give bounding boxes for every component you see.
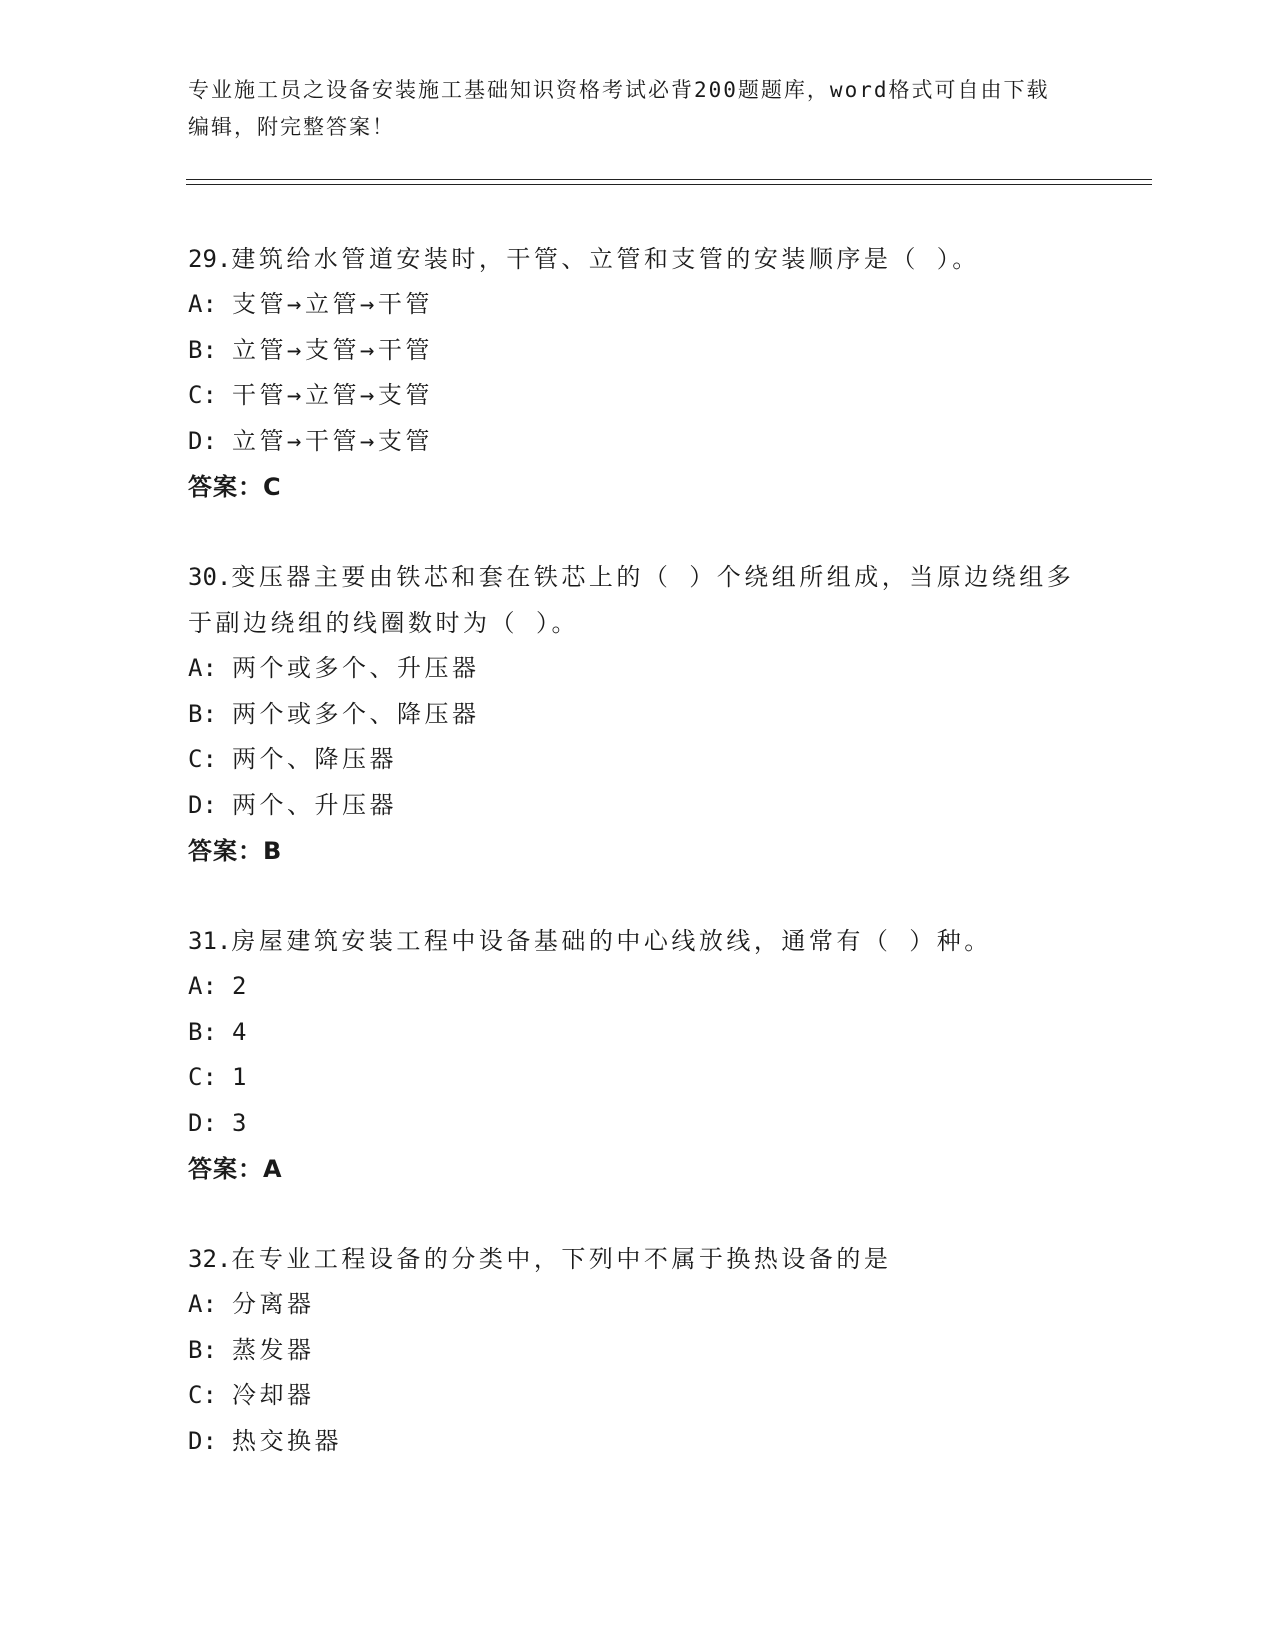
option-text: 分离器 <box>232 1290 315 1318</box>
question-number: 31. <box>188 927 232 955</box>
document-header <box>188 72 1068 146</box>
option-letter: C: <box>188 1063 217 1091</box>
option-letter: C: <box>188 381 217 409</box>
option-letter: A: <box>188 1290 217 1318</box>
option-text: 两个、升压器 <box>232 790 397 819</box>
answer-line: 答案：B <box>188 837 283 865</box>
question-number: 30. <box>188 563 232 591</box>
question-number: 29. <box>188 245 232 273</box>
option-d <box>188 1101 1088 1147</box>
option-a <box>188 964 1088 1010</box>
option-text: 两个、降压器 <box>232 745 397 773</box>
option-text: 热交换器 <box>232 1426 342 1455</box>
question-number: 32. <box>188 1245 232 1273</box>
option-text: 两个或多个、升压器 <box>232 654 480 682</box>
option-letter: B: <box>188 1335 217 1364</box>
option-d <box>188 419 1088 465</box>
option-letter: B: <box>188 335 217 364</box>
option-text: 2 <box>232 972 250 1000</box>
header-divider-top <box>186 179 1152 180</box>
question-31 <box>188 918 1088 1192</box>
option-a <box>188 646 1088 692</box>
question-32 <box>188 1236 1088 1464</box>
question-30 <box>188 554 1088 874</box>
answer-line: 答案：A <box>188 1155 283 1183</box>
option-letter: C: <box>188 745 217 773</box>
question-stem <box>188 918 1088 964</box>
option-letter: D: <box>188 1426 217 1455</box>
option-text: 立管→支管→干管 <box>232 335 433 364</box>
option-text: 冷却器 <box>232 1381 315 1409</box>
header-divider-bottom <box>186 184 1152 185</box>
question-29 <box>188 236 1088 510</box>
option-b <box>188 1328 1088 1374</box>
document-title: 专业施工员之设备安装施工基础知识资格考试必背200题题库，word格式可自由下载编辑，附完整答案！ <box>188 78 1050 139</box>
option-text: 1 <box>232 1063 250 1091</box>
option-letter: D: <box>188 790 217 819</box>
option-text: 3 <box>232 1108 250 1137</box>
option-a <box>188 282 1088 328</box>
option-letter: B: <box>188 699 217 728</box>
option-c <box>188 373 1088 419</box>
question-stem <box>188 1236 1088 1282</box>
question-text: 在专业工程设备的分类中，下列中不属于换热设备的是 <box>231 1245 892 1273</box>
option-text: 支管→立管→干管 <box>232 290 433 318</box>
option-a <box>188 1282 1088 1328</box>
question-list <box>188 236 1088 1508</box>
option-c <box>188 1373 1088 1419</box>
option-b <box>188 692 1088 738</box>
option-letter: D: <box>188 1108 217 1137</box>
answer-line: 答案：C <box>188 473 282 501</box>
option-text: 干管→立管→支管 <box>232 381 433 409</box>
option-letter: C: <box>188 1381 217 1409</box>
option-text: 两个或多个、降压器 <box>232 699 480 728</box>
option-letter: D: <box>188 426 217 455</box>
option-letter: A: <box>188 290 217 318</box>
option-letter: A: <box>188 654 217 682</box>
option-letter: A: <box>188 972 217 1000</box>
question-text: 建筑给水管道安装时，干管、立管和支管的安装顺序是（ ）。 <box>231 245 980 273</box>
option-letter: B: <box>188 1017 217 1046</box>
question-stem <box>188 236 1088 282</box>
option-text: 蒸发器 <box>232 1335 315 1364</box>
option-text: 4 <box>232 1017 250 1046</box>
option-text: 立管→干管→支管 <box>232 426 433 455</box>
option-d <box>188 783 1088 829</box>
option-d <box>188 1419 1088 1465</box>
option-b <box>188 328 1088 374</box>
option-b <box>188 1010 1088 1056</box>
question-stem <box>188 554 1088 646</box>
option-c <box>188 1055 1088 1101</box>
question-text: 房屋建筑安装工程中设备基础的中心线放线，通常有（ ）种。 <box>231 927 992 955</box>
question-text: 变压器主要由铁芯和套在铁芯上的（ ）个绕组所组成，当原边绕组多于副边绕组的线圈数时为（ ）。 <box>188 563 1075 637</box>
option-c <box>188 737 1088 783</box>
